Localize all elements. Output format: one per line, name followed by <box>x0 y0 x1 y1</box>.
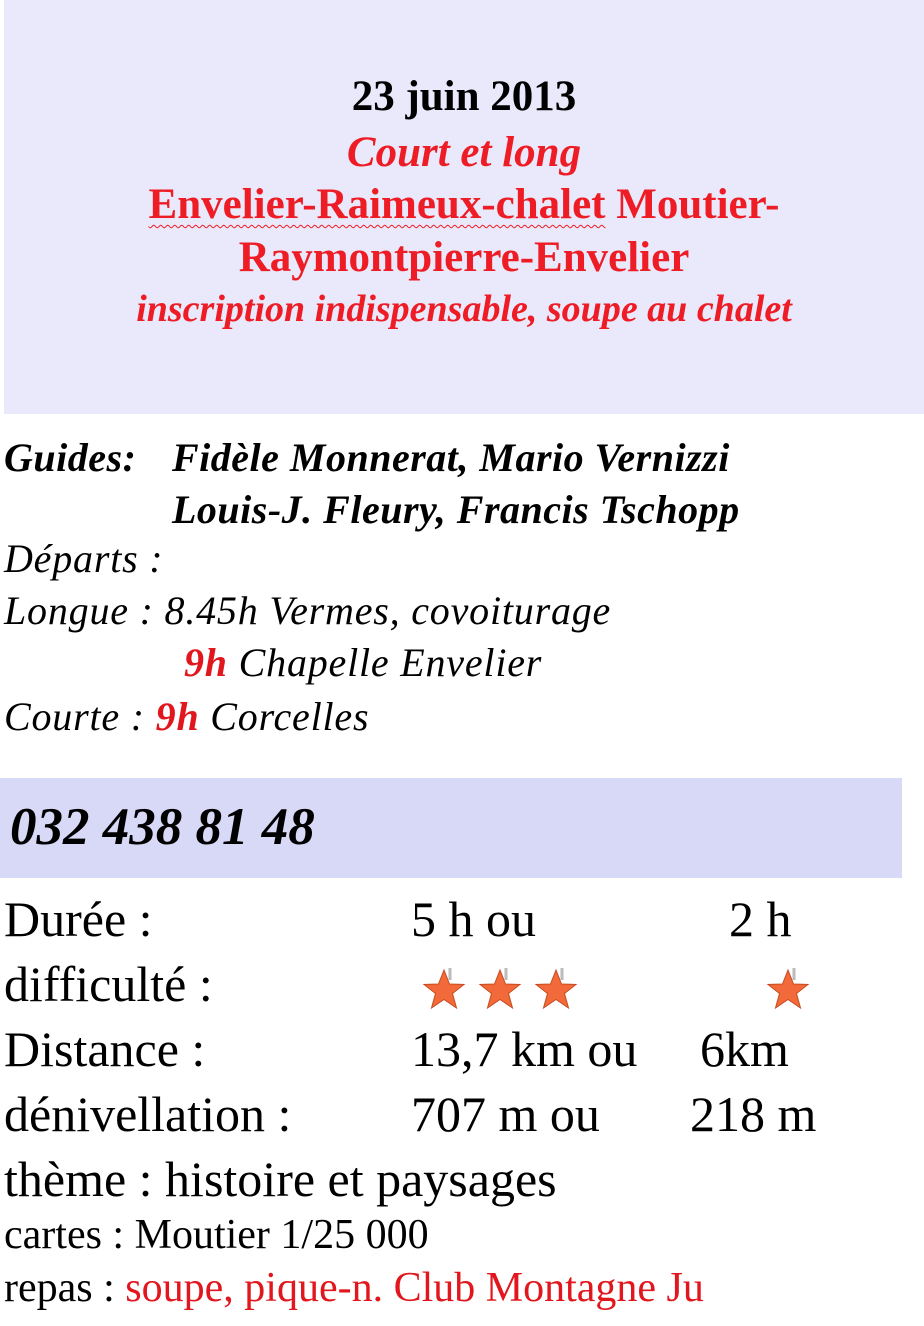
route-line-1 <box>4 180 924 229</box>
distance-long: 13,7 km ou <box>411 1021 638 1077</box>
cartes-line: cartes : Moutier 1/25 000 <box>4 1212 429 1258</box>
theme-line: thème : histoire et paysages <box>4 1151 557 1207</box>
repas-label: repas : <box>4 1265 126 1311</box>
difficulte-label: difficulté : <box>4 956 213 1012</box>
longue-label: Longue : <box>4 588 165 633</box>
departs-longue <box>4 587 611 634</box>
duree-court: 2 h <box>729 891 792 947</box>
star-icon <box>764 966 812 1014</box>
distance-court: 6km <box>700 1021 789 1077</box>
guides-line-2: Louis-J. Fleury, Francis Tschopp <box>172 487 740 532</box>
phone-number: 032 438 81 48 <box>10 798 315 856</box>
star-icon <box>476 966 524 1014</box>
longue-text: 8.45h Vermes, covoiturage <box>164 588 612 633</box>
guides-line-1: Fidèle Monnerat, Mario Vernizzi <box>172 435 730 480</box>
denivellation-label: dénivellation : <box>4 1086 292 1142</box>
header-panel <box>4 0 924 414</box>
route-start: Envelier-Raimeux-chalet <box>148 181 606 228</box>
longue-place-2: Chapelle Envelier <box>227 640 543 685</box>
repas-value: soupe, pique-n. Club Montagne Ju <box>125 1265 704 1311</box>
courte-time: 9h <box>155 694 200 739</box>
route-middle: Moutier- <box>605 181 780 228</box>
departs-courte <box>4 693 369 740</box>
registration-note: inscription indispensable, soupe au chalet <box>136 288 792 330</box>
distance-label: Distance : <box>4 1021 206 1077</box>
longue-time-2: 9h <box>184 640 228 685</box>
repas-line <box>4 1264 704 1312</box>
star-icon <box>420 966 468 1014</box>
duree-label: Durée : <box>4 891 153 947</box>
event-subtitle: Court et long <box>346 129 582 176</box>
duree-long: 5 h ou <box>411 891 536 947</box>
departs-longue-2 <box>184 639 542 686</box>
star-icon <box>532 966 580 1014</box>
event-date: 23 juin 2013 <box>351 73 577 120</box>
courte-label: Courte : <box>4 694 156 739</box>
guides-label: Guides: <box>4 435 137 480</box>
departs-title: Départs : <box>4 536 164 581</box>
denivellation-long: 707 m ou <box>411 1086 600 1142</box>
courte-place: Corcelles <box>199 694 370 739</box>
route-line-2: Raymontpierre-Envelier <box>238 234 690 281</box>
denivellation-court: 218 m <box>690 1086 817 1142</box>
